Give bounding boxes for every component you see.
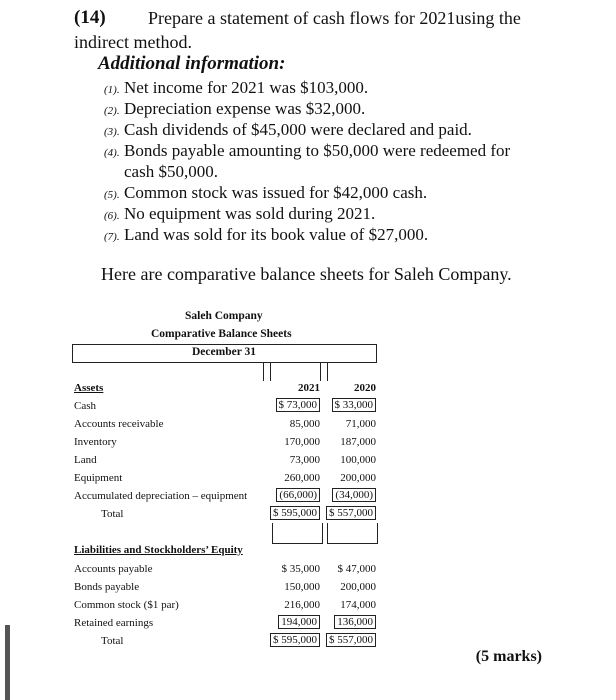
cell-2020: 174,000	[340, 599, 376, 611]
info-item: cash $50,000.	[124, 162, 218, 181]
info-item: (5). Common stock was issued for $42,000 cash.	[104, 183, 428, 202]
cell-2021: $ 35,000	[281, 563, 320, 575]
info-item: (7). Land was sold for its book value of $27,000.	[104, 225, 429, 244]
cell-2021-total: $ 595,000	[270, 507, 320, 519]
row-label-total: Total	[101, 635, 124, 647]
column-spacer	[272, 523, 323, 544]
info-item: (4). Bonds payable amounting to $50,000 were redeemed for	[104, 141, 511, 160]
column-2021: 2021	[298, 382, 320, 394]
sheet-title: Comparative Balance Sheets	[151, 328, 292, 340]
cell-2021: 216,000	[284, 599, 320, 611]
marks-label: (5 marks)	[475, 648, 542, 665]
cell-2020: 200,000	[340, 472, 376, 484]
info-item: (2). Depreciation expense was $32,000.	[104, 99, 366, 118]
left-edge-bar	[5, 625, 10, 700]
cell-2021: 85,000	[289, 418, 320, 430]
row-label: Accumulated depreciation – equipment	[74, 490, 248, 502]
row-label: Common stock ($1 par)	[74, 599, 179, 611]
row-label: Land	[74, 454, 97, 466]
assets-heading: Assets	[74, 382, 104, 394]
cell-2020: 136,000	[326, 616, 376, 628]
cell-2020: $ 33,000	[326, 399, 376, 411]
question-text-line2: indirect method.	[74, 32, 192, 52]
cell-2020: 71,000	[345, 418, 376, 430]
cell-2021: $ 73,000	[270, 399, 320, 411]
question-text-line1: Prepare a statement of cash flows for 2021using the	[148, 8, 521, 28]
info-item: (6). No equipment was sold during 2021.	[104, 204, 376, 223]
cell-2020: 200,000	[340, 581, 376, 593]
balance-sheet-intro: Here are comparative balance sheets for Saleh Company.	[101, 264, 512, 284]
cell-2020: 187,000	[340, 436, 376, 448]
sheet-date: December 31	[192, 346, 256, 358]
additional-info-title: Additional information:	[98, 53, 286, 74]
cell-2021: 150,000	[284, 581, 320, 593]
row-label: Retained earnings	[74, 617, 154, 629]
cell-2020-total: $ 557,000	[326, 507, 376, 519]
column-divider	[320, 363, 328, 381]
cell-2021: 260,000	[284, 472, 320, 484]
cell-2020: (34,000)	[326, 489, 376, 501]
cell-2020: $ 47,000	[337, 563, 376, 575]
liabilities-heading: Liabilities and Stockholders’ Equity	[74, 544, 243, 556]
row-label: Equipment	[74, 472, 123, 484]
cell-2021-total: $ 595,000	[270, 634, 320, 646]
info-item: (1). Net income for 2021 was $103,000.	[104, 78, 369, 97]
cell-2021: 73,000	[289, 454, 320, 466]
row-label-total: Total	[101, 508, 124, 520]
cell-2021: (66,000)	[270, 489, 320, 501]
row-label: Inventory	[74, 436, 117, 448]
company-name: Saleh Company	[185, 310, 263, 322]
column-spacer	[327, 523, 378, 544]
cell-2021: 170,000	[284, 436, 320, 448]
row-label: Accounts payable	[74, 563, 153, 575]
row-label: Accounts receivable	[74, 418, 164, 430]
info-item: (3). Cash dividends of $45,000 were declared and paid.	[104, 120, 472, 139]
cell-2020: 100,000	[340, 454, 376, 466]
row-label: Bonds payable	[74, 581, 140, 593]
question-number: (14)	[74, 7, 106, 28]
row-label: Cash	[74, 400, 96, 412]
cell-2021: 194,000	[270, 616, 320, 628]
column-divider	[263, 363, 271, 381]
cell-2020-total: $ 557,000	[326, 634, 376, 646]
column-2020: 2020	[354, 382, 376, 394]
